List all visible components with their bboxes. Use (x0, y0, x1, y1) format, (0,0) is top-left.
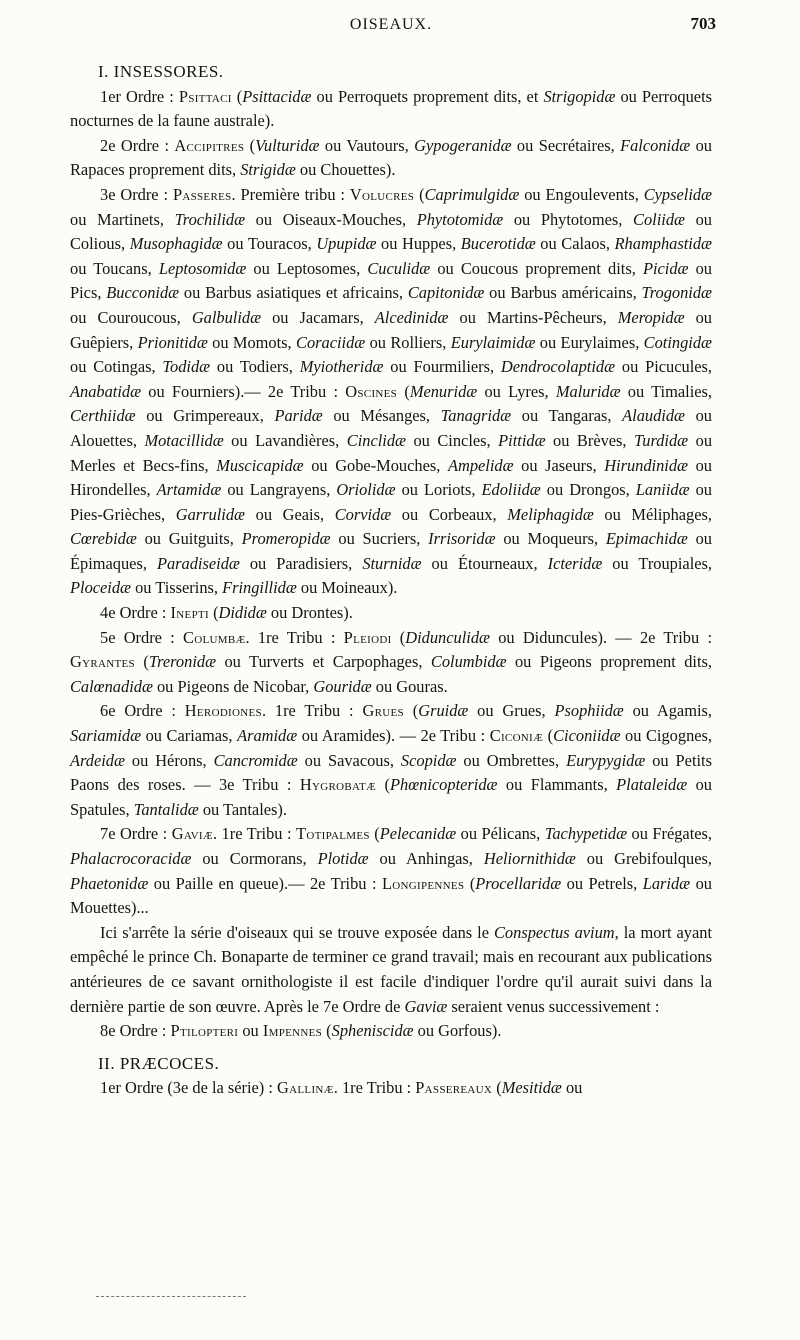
taxon-name: Cuculidæ (367, 258, 431, 278)
taxon-name: Spheniscidæ (331, 1021, 414, 1041)
text-run: ou Tisserins, (131, 578, 223, 598)
rank-name: Gaviæ (171, 824, 213, 844)
text-run: ou Timalies, (620, 381, 712, 401)
text-run: , la mort ayant empêché le prince Ch. Bonaparte de terminer ce grand travail; mais en recourant aux publications antérieures de ce savant ornithologiste il est facile d'indiquer l'ordre qu'il aurait suivi dans la dernière partie de son œuvre. Après le 7e Ordre de (70, 922, 713, 1016)
paragraph-order-8 (70, 1019, 712, 1044)
text-run: . 1re Tribu : (212, 824, 297, 844)
text-run: ou Moineaux). (296, 578, 398, 598)
text-run: ou Perroquets nocturnes de la faune australe). (70, 86, 712, 131)
text-run: ou Hirondelles, (70, 455, 713, 500)
text-run: ( (369, 824, 380, 844)
taxon-name: Plataleidæ (616, 775, 688, 795)
taxon-name: Procellaridæ (475, 873, 562, 893)
taxon-name: Tachypetidæ (544, 824, 628, 844)
text-run: ( (322, 1021, 332, 1041)
text-run: ou Eurylaimes, (535, 332, 644, 352)
rank-name: Longipennes (381, 873, 465, 893)
taxon-name: Caprimulgidæ (424, 184, 520, 204)
text-run: 1er Ordre (3e de la série) : (100, 1078, 278, 1098)
text-run: ou Drongos, (540, 480, 636, 500)
text-run: ou Touracos, (222, 234, 317, 254)
text-run: ou Calaos, (535, 234, 615, 254)
text-run: seraient venus successivement : (447, 996, 660, 1016)
text-run: ou Barbus américains, (484, 283, 642, 303)
text-run: ou Langrayens, (221, 480, 337, 500)
text-run: ou Huppes, (376, 234, 461, 254)
taxon-name: Vulturidæ (255, 135, 320, 155)
taxon-name: Anabatidæ (70, 381, 142, 401)
taxon-name: Phytotomidæ (416, 209, 504, 229)
text-run: ou Brèves, (545, 430, 635, 450)
taxon-name: Sturnidæ (362, 553, 422, 573)
taxon-name: Conspectus avium (494, 922, 615, 942)
text-run: ( (134, 652, 149, 672)
text-run: 6e Ordre : (100, 701, 185, 721)
taxon-name: Gaviæ (404, 996, 448, 1016)
taxon-name: Trochilidæ (174, 209, 246, 229)
text-run: ou Todiers, (210, 357, 300, 377)
taxon-name: Gruidæ (418, 701, 469, 721)
rank-name: Accipitres (174, 135, 245, 155)
text-run: ou Diduncules). — 2e Tribu : (489, 627, 713, 647)
taxon-name: Ploceidæ (70, 578, 131, 598)
text-run: 1er Ordre : (100, 86, 179, 106)
taxon-name: Muscicapidæ (216, 455, 304, 475)
text-run: ou Chouettes). (295, 160, 396, 180)
text-run: ou Secrétaires, (511, 135, 621, 155)
taxon-name: Gypogeranidæ (414, 135, 512, 155)
rank-name: Columbæ (183, 627, 246, 647)
text-run: ou Grimpereaux, (135, 406, 275, 426)
text-run: ou Méliphages, (593, 504, 712, 524)
text-run: ( (403, 701, 419, 721)
taxon-name: Edoliidæ (481, 480, 541, 500)
text-run: ou Gobe-Mouches, (303, 455, 448, 475)
text-run: ( (464, 873, 476, 893)
taxon-name: Paradiseidæ (156, 553, 240, 573)
text-run: 5e Ordre : (100, 627, 183, 647)
text-run: ou Couroucous, (70, 307, 192, 327)
text-run: ou Fourmiliers, (383, 357, 501, 377)
text-run: ou Étourneaux, (421, 553, 548, 573)
text-run: ou Ombrettes, (456, 750, 567, 770)
text-run: ( (414, 184, 425, 204)
taxon-name: Ampelidæ (447, 455, 514, 475)
taxon-name: Ardeidæ (70, 750, 125, 770)
paragraph-order-3 (70, 183, 712, 601)
text-run: ( (376, 775, 391, 795)
text-run: ( (397, 381, 410, 401)
text-run: ou Cincles, (405, 430, 499, 450)
text-run: ou Turverts et Carpophages, (216, 652, 431, 672)
text-run: ou Martins-Pêcheurs, (448, 307, 618, 327)
taxon-name: Gouridæ (313, 676, 372, 696)
text-run: ou Toucans, (70, 258, 159, 278)
section-heading: II. PRÆCOCES. (98, 1053, 220, 1073)
text-run: ou Rolliers, (365, 332, 451, 352)
taxon-name: Corvidæ (334, 504, 392, 524)
taxon-name: Certhiidæ (70, 406, 136, 426)
text-run: ou Corbeaux, (391, 504, 508, 524)
text-run: ou Momots, (207, 332, 297, 352)
taxon-name: Psophiidæ (554, 701, 624, 721)
taxon-name: Coliidæ (633, 209, 685, 229)
taxon-name: Artamidæ (156, 480, 222, 500)
taxon-name: Falconidæ (620, 135, 691, 155)
text-run: ou Gouras. (371, 676, 448, 696)
taxon-name: Prionitidæ (137, 332, 208, 352)
text-run: ou Lavandières, (223, 430, 347, 450)
taxon-name: Psittacidæ (242, 86, 312, 106)
rank-name: Inepti (170, 603, 209, 623)
text-run: 2e Ordre : (100, 135, 175, 155)
taxon-name: Pelecanidæ (379, 824, 457, 844)
rank-name: Impennes (262, 1021, 323, 1041)
text-run: ou Grues, (468, 701, 555, 721)
rank-name: Pleiodi (343, 627, 392, 647)
text-run: ou Lyres, (477, 381, 556, 401)
taxon-name: Turdidæ (634, 430, 689, 450)
taxon-name: Cancromidæ (213, 750, 298, 770)
taxon-name: Upupidæ (316, 234, 377, 254)
text-run: ou Épimaques, (70, 529, 712, 573)
text-run: ou Coucous proprement dits, (430, 258, 643, 278)
rank-name: Grues (362, 701, 404, 721)
text-run: ou Cotingas, (70, 357, 163, 377)
taxon-name: Icteridæ (547, 553, 603, 573)
text-run: ou Gorfous). (413, 1021, 502, 1041)
paragraph-order-4 (70, 601, 712, 626)
page-number: 703 (690, 14, 716, 33)
text-run: ou Pies-Grièches, (70, 480, 712, 524)
text-run: ou Barbus asiatiques et africains, (179, 283, 408, 303)
taxon-name: Myiotheridæ (299, 357, 384, 377)
taxon-name: Garrulidæ (175, 504, 245, 524)
text-run: . Première tribu : (231, 184, 350, 204)
taxon-name: Tantalidæ (133, 799, 199, 819)
taxon-name: Phœnicopteridæ (390, 775, 498, 795)
taxon-name: Strigopidæ (543, 86, 616, 106)
text-run: ou Paille en queue).— 2e Tribu : (148, 873, 382, 893)
text-run: ou Vautours, (319, 135, 415, 155)
text-run: ( (391, 627, 406, 647)
text-run: ou Loriots, (395, 480, 482, 500)
text-run: ou Petits Paons des roses. — 3e Tribu : (70, 750, 712, 795)
text-run: ( (208, 603, 219, 623)
paragraph-note (70, 921, 712, 1019)
text-run: ou Leptosomes, (246, 258, 368, 278)
taxon-name: Phaetonidæ (70, 873, 149, 893)
text-run: ou Guitguits, (136, 529, 242, 549)
text-run: ou Pigeons de Nicobar, (152, 676, 314, 696)
taxon-name: Capitonidæ (407, 283, 485, 303)
taxon-name: Strigidæ (240, 160, 296, 180)
page-body (70, 56, 712, 1101)
text-run: ou Engoulevents, (519, 184, 644, 204)
taxon-name: Cotingidæ (643, 332, 712, 352)
text-run: ou Geais, (245, 504, 335, 524)
text-run: ou Tangaras, (511, 406, 623, 426)
text-run: ou Mésanges, (322, 406, 441, 426)
taxon-name: Dendrocolaptidæ (500, 357, 616, 377)
rank-name: Ptilopteri (170, 1021, 239, 1041)
text-run: ou Cariamas, (141, 726, 238, 746)
text-run: ou Phytotomes, (503, 209, 634, 229)
taxon-name: Dididæ (218, 603, 267, 623)
taxon-name: Musophagidæ (129, 234, 223, 254)
text-run: ( (492, 1078, 502, 1098)
taxon-name: Todidæ (162, 357, 211, 377)
text-run: ou Fourniers).— 2e Tribu : (141, 381, 346, 401)
text-run: ou Anhingas, (368, 849, 484, 868)
text-run: ou Spatules, (70, 775, 712, 819)
taxon-name: Didunculidæ (405, 627, 490, 647)
taxon-name: Picidæ (642, 258, 689, 278)
text-run: ou Savacous, (297, 750, 401, 770)
taxon-name: Pittidæ (498, 430, 546, 450)
rank-name: Herodiones (184, 701, 262, 721)
taxon-name: Plotidæ (317, 849, 369, 868)
rank-name: Gyrantes (70, 652, 135, 672)
text-run: ou Tantales). (198, 799, 287, 819)
text-run: ou Pigeons proprement dits, (506, 652, 713, 672)
rank-name: Passeres (172, 184, 232, 204)
taxon-name: Laniidæ (635, 480, 690, 500)
text-run: ou Martinets, (70, 209, 175, 229)
section-insessores (70, 60, 712, 1044)
text-run: ou Troupiales, (602, 553, 713, 573)
text-run: ( (543, 726, 554, 746)
taxon-name: Menuridæ (409, 381, 478, 401)
text-run: ou Flammants, (497, 775, 617, 795)
taxon-name: Mesitidæ (501, 1078, 562, 1098)
text-run: ou Jaseurs, (513, 455, 605, 475)
taxon-name: Scopidæ (400, 750, 457, 770)
rank-name: Psittaci (178, 86, 232, 106)
rank-name: Passereaux (415, 1078, 493, 1098)
taxon-name: Laridæ (642, 873, 691, 893)
taxon-name: Phalacrocoracidæ (70, 849, 192, 868)
taxon-name: Bucerotidæ (460, 234, 536, 254)
text-run: ou Rapaces proprement dits, (70, 135, 712, 180)
taxon-name: Galbulidæ (191, 307, 262, 327)
taxon-name: Sariamidæ (70, 726, 142, 746)
text-run: ou Paradisiers, (239, 553, 363, 573)
rank-name: Volucres (349, 184, 415, 204)
text-run: 8e Ordre : (100, 1021, 171, 1041)
rank-name: Totipalmes (296, 824, 370, 844)
text-run: ( (244, 135, 256, 155)
taxon-name: Paridæ (274, 406, 323, 426)
taxon-name: Treronidæ (148, 652, 217, 672)
rank-name: Gallinæ (277, 1078, 334, 1098)
taxon-name: Cinclidæ (346, 430, 406, 450)
taxon-name: Leptosomidæ (158, 258, 247, 278)
taxon-name: Cœrebidæ (70, 529, 137, 549)
paragraph-order-1 (70, 85, 712, 134)
text-run: ou Petrels, (561, 873, 643, 893)
paragraph-order-5 (70, 626, 712, 700)
text-run: ou Moqueurs, (495, 529, 606, 549)
text-run: ou Grebifoulques, (575, 849, 713, 868)
taxon-name: Alaudidæ (622, 406, 685, 426)
rank-name: Hygrobatæ (299, 775, 377, 795)
text-run: ou Colious, (70, 209, 712, 254)
taxon-name: Aramidæ (237, 726, 298, 746)
text-run: ou Hérons, (124, 750, 214, 770)
taxon-name: Trogonidæ (641, 283, 712, 303)
running-head (70, 14, 716, 40)
taxon-name: Ciconiidæ (553, 726, 621, 746)
taxon-name: Bucconidæ (106, 283, 180, 303)
text-run: ou Cigognes, (620, 726, 713, 746)
text-run: ou Aramides). — 2e Tribu : (297, 726, 490, 746)
text-run: ou Agamis, (623, 701, 712, 721)
paragraph-gallinae (70, 1076, 712, 1101)
text-run: ou Sucriers, (330, 529, 429, 549)
rank-name: Oscines (345, 381, 398, 401)
text-run: ou Merles et Becs-fins, (70, 430, 713, 475)
taxon-name: Oriolidæ (336, 480, 396, 500)
taxon-name: Epimachidæ (605, 529, 688, 549)
taxon-name: Coraciidæ (296, 332, 366, 352)
taxon-name: Hirundinidæ (604, 455, 688, 475)
taxon-name: Calœnadidæ (70, 676, 153, 696)
text-run: ou Picucules, (615, 357, 712, 377)
taxon-name: Promeropidæ (241, 529, 331, 549)
text-run: ou (238, 1021, 263, 1041)
section-praecoces (70, 1052, 712, 1101)
text-run: ou (561, 1078, 583, 1098)
taxon-name: Maluridæ (555, 381, 621, 401)
paragraph-order-7 (70, 822, 712, 920)
text-run: ou Cormorans, (191, 849, 318, 868)
taxon-name: Irrisoridæ (428, 529, 496, 549)
taxon-name: Eurylaimidæ (450, 332, 536, 352)
taxon-name: Tanagridæ (440, 406, 512, 426)
taxon-name: Cypselidæ (643, 184, 712, 204)
paragraph-order-6 (70, 699, 712, 822)
footer-rule (96, 1296, 246, 1297)
text-run: 7e Ordre : (100, 824, 172, 844)
taxon-name: Columbidæ (430, 652, 507, 672)
text-run: 4e Ordre : (100, 603, 171, 623)
taxon-name: Motacillidæ (144, 430, 224, 450)
text-run: . 1re Tribu : (261, 701, 363, 721)
text-run: ou Drontes). (266, 603, 353, 623)
text-run: ou Pélicans, (456, 824, 545, 844)
taxon-name: Meliphagidæ (507, 504, 594, 524)
text-run: ou Mouettes)... (70, 873, 712, 918)
text-run: Ici s'arrête la série d'oiseaux qui se trouve exposée dans le (100, 922, 494, 942)
text-run: ou Jacamars, (261, 307, 375, 327)
text-run: ou Guêpiers, (70, 307, 712, 352)
text-run: 3e Ordre : (100, 184, 173, 204)
text-run: ou Oiseaux-Mouches, (245, 209, 417, 229)
taxon-name: Rhamphastidæ (614, 234, 712, 254)
text-run: . 1re Tribu : (245, 627, 344, 647)
text-run: ou Frégates, (627, 824, 712, 844)
section-heading: I. INSESSORES. (98, 62, 224, 81)
taxon-name: Fringillidæ (222, 578, 297, 598)
taxon-name: Eurypygidæ (566, 750, 646, 770)
taxon-name: Heliornithidæ (483, 849, 576, 868)
text-run: ou Pics, (70, 258, 713, 303)
running-title: OISEAUX. (349, 16, 433, 33)
paragraph-order-2 (70, 134, 712, 183)
rank-name: Ciconiæ (489, 726, 544, 746)
text-run: . 1re Tribu : (333, 1078, 416, 1098)
taxon-name: Meropidæ (617, 307, 685, 327)
text-run: ou Perroquets proprement dits, et (311, 86, 544, 106)
text-run: ( (231, 86, 243, 106)
text-run: ou Alouettes, (70, 406, 712, 450)
taxon-name: Alcedinidæ (374, 307, 449, 327)
